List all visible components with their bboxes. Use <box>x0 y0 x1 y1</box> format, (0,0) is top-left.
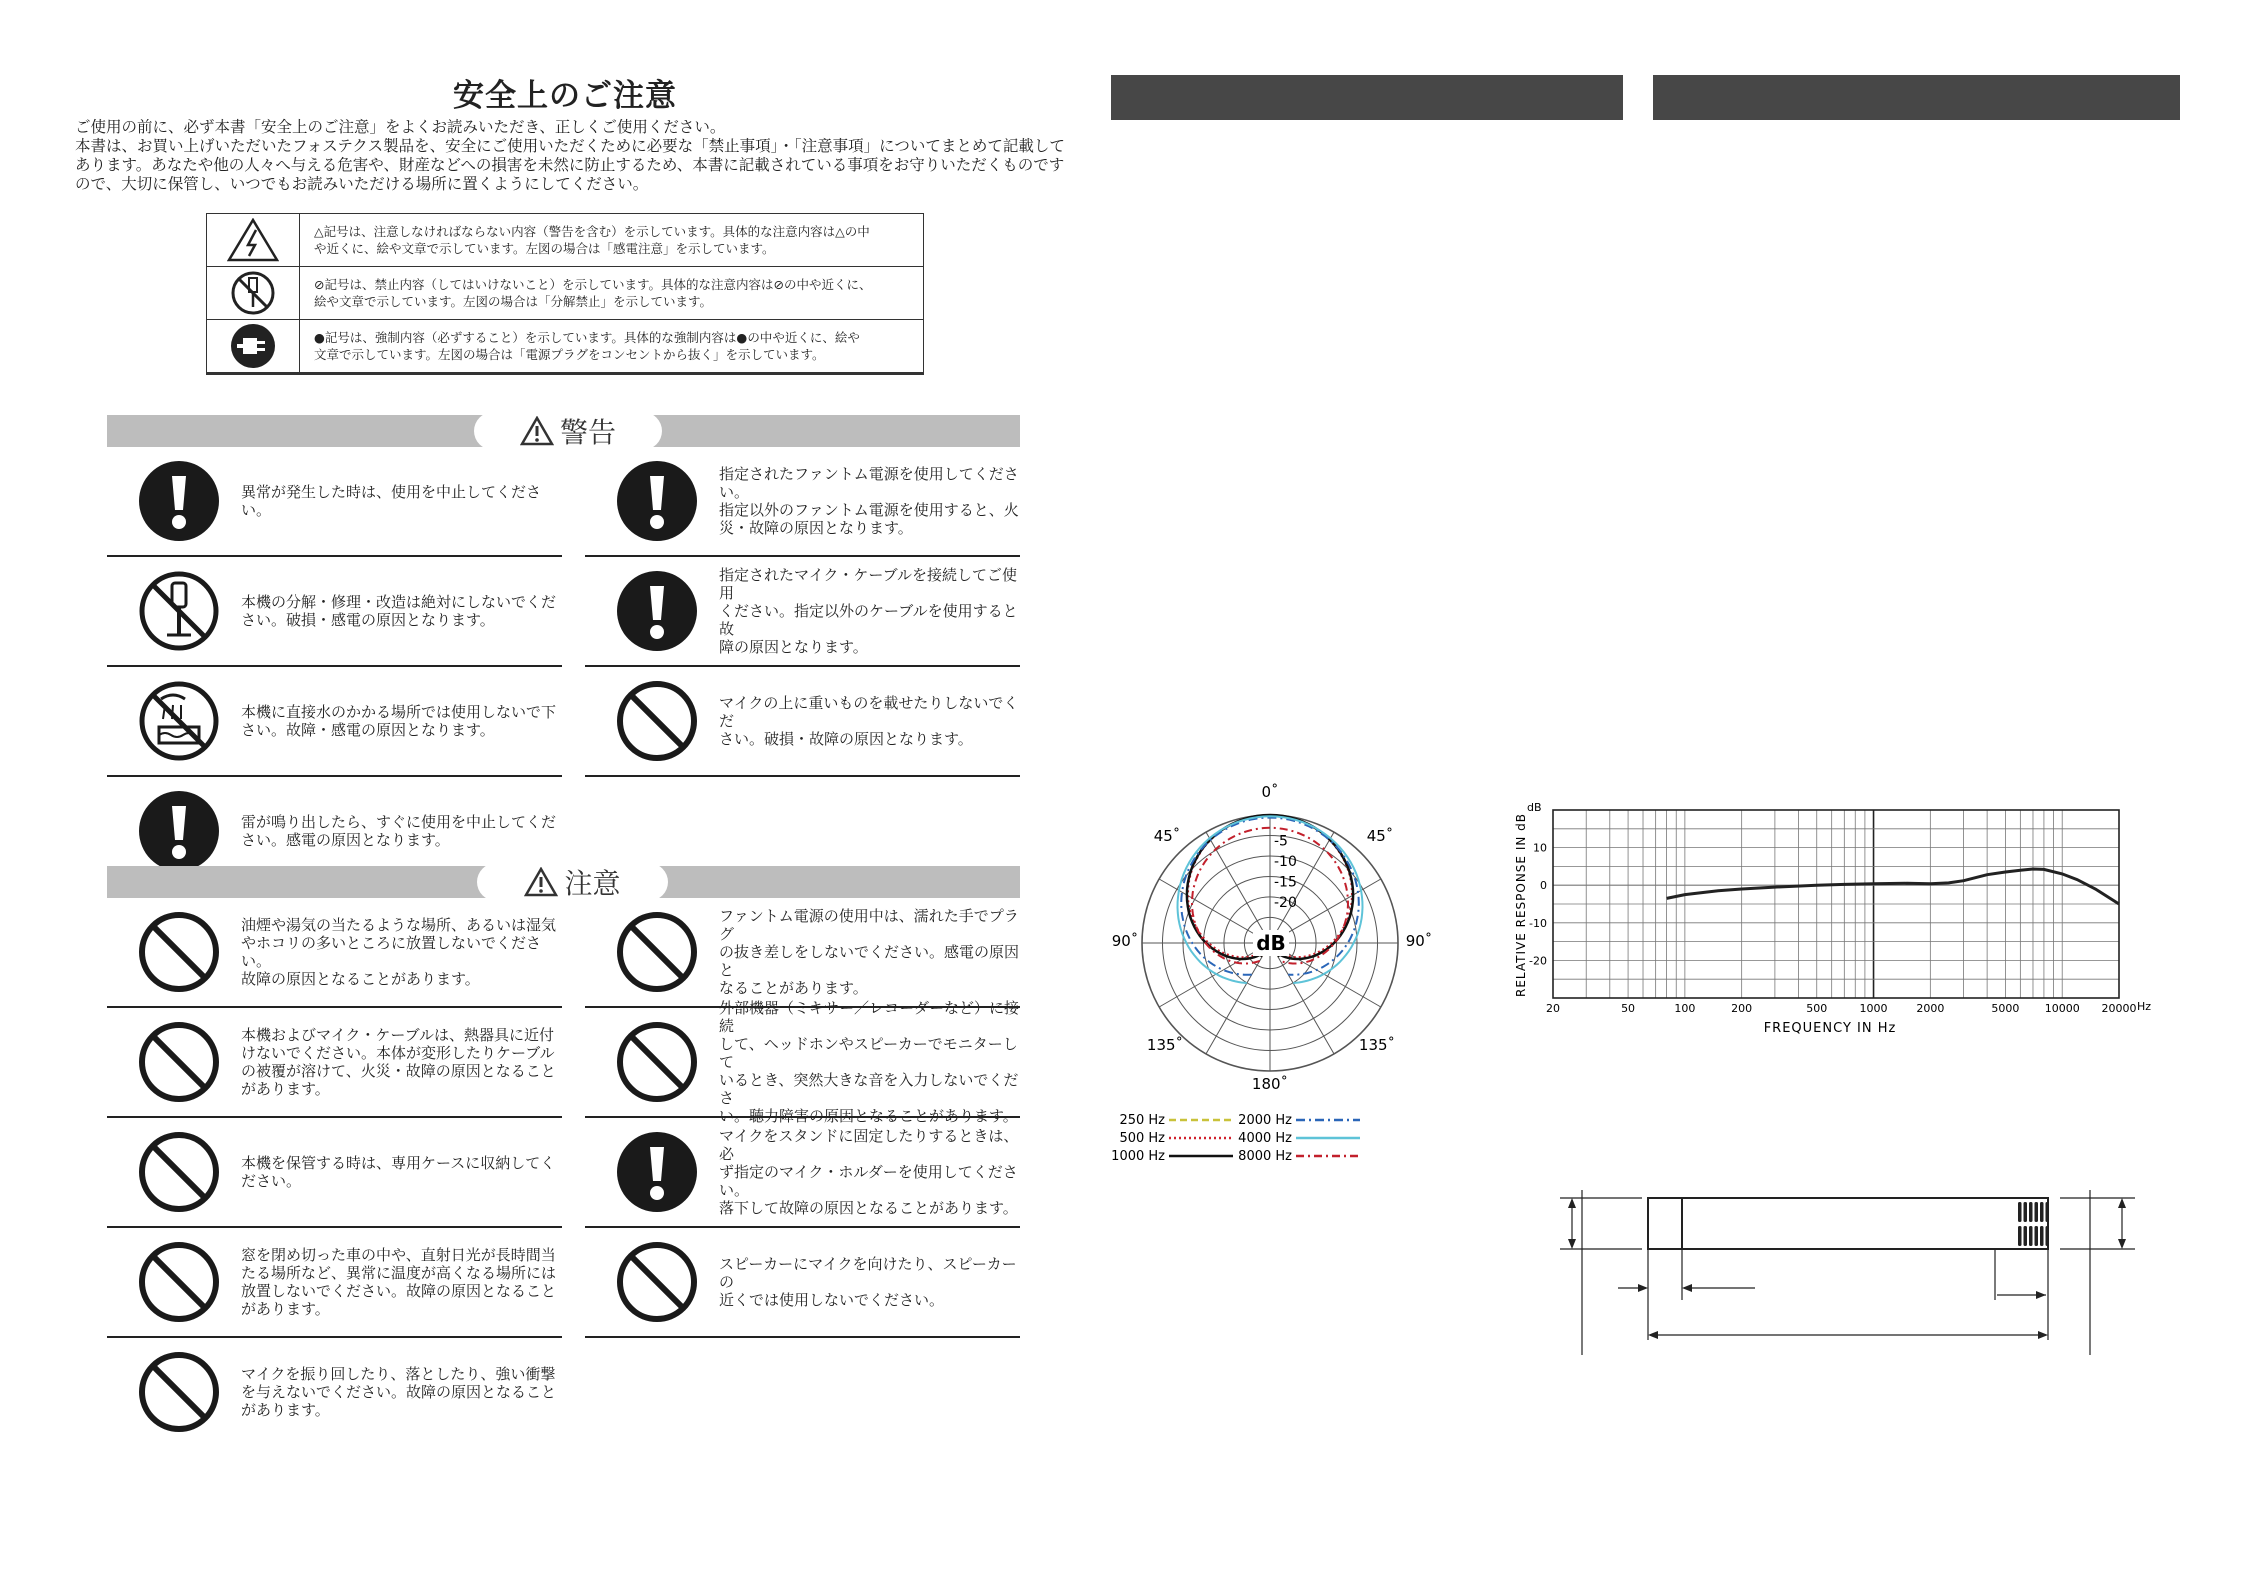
x-tick-label: 50 <box>1621 1002 1636 1015</box>
prohibited-icon <box>615 910 699 994</box>
intro-text <box>75 118 1065 194</box>
safety-item-line: 異常が発生した時は、使用を中止してください。 <box>241 483 542 519</box>
header-bar-left <box>1111 75 1623 120</box>
safety-item-text <box>241 703 562 739</box>
polar-center-label: dB <box>1256 931 1286 955</box>
polar-ring-label: -5 <box>1274 833 1288 850</box>
legend-text-line: ●記号は、強制内容（必ずすること）を示しています。具体的な強制内容は●の中や近くに、絵や <box>314 330 860 345</box>
prohibited-icon <box>137 910 221 994</box>
safety-item-line: いるとき、突然大きな音を入力しないでくださ <box>719 1071 1019 1107</box>
safety-item-line: ファントム電源の使用中は、濡れた手でプラグ <box>719 907 1019 943</box>
y-tick-label: 0 <box>1540 879 1547 893</box>
safety-item <box>107 898 562 1006</box>
page-title: 安全上のご注意 <box>453 78 677 114</box>
y-unit-label: dB <box>1527 801 1542 814</box>
caution-section-band <box>107 866 1020 898</box>
safety-item-line: 外部機器（ミキサー／レコーダーなど）に接続 <box>719 999 1020 1035</box>
safety-item-line: 災・故障の原因となります。 <box>719 519 913 537</box>
legend-text-line: ⊘記号は、禁止内容（してはいけないこと）を示しています。具体的な注意内容は⊘の中や近くに、 <box>314 277 872 292</box>
y-axis-title: RELATIVE RESPONSE IN dB <box>1514 812 1528 998</box>
safety-item-line: けないでください。本体が変形したりケーブル <box>241 1044 555 1062</box>
prohibited-icon <box>137 1240 221 1324</box>
safety-item-line: さい。破損・故障の原因となります。 <box>719 730 973 748</box>
electric-shock-warning-icon <box>207 214 300 266</box>
polar-legend-label: 500 Hz <box>1119 1131 1165 1146</box>
safety-item-line: を与えないでください。故障の原因となること <box>241 1383 557 1401</box>
legend-row-caution <box>207 214 923 267</box>
polar-legend-label: 1000 Hz <box>1111 1149 1165 1160</box>
angle-label-135-left: 135˚ <box>1146 1036 1184 1054</box>
angle-label-0: 0˚ <box>1261 783 1279 801</box>
safety-item-text <box>719 694 1020 748</box>
no-disassembly-icon <box>137 569 221 653</box>
no-disassembly-icon <box>207 267 300 319</box>
x-tick-label: 500 <box>1806 1002 1828 1015</box>
safety-item <box>585 447 1020 555</box>
safety-item <box>585 898 1020 1006</box>
x-axis-title: FREQUENCY IN Hz <box>1763 1021 1897 1036</box>
grille-slot <box>2029 1202 2033 1222</box>
mandatory-icon <box>615 569 699 653</box>
legend-text-line: 文章で示しています。左図の場合は「電源プラグをコンセントから抜く」を示しています。 <box>314 347 825 362</box>
safety-item <box>107 1338 562 1446</box>
safety-item-text <box>719 566 1020 656</box>
safety-item-line: の抜き差しをしないでください。感電の原因と <box>719 943 1020 979</box>
dimension-drawing <box>1550 1180 2150 1370</box>
unplug-icon <box>207 320 300 372</box>
safety-item-line: たる場所など、異常に温度が高くなる場所には <box>241 1264 557 1282</box>
safety-item-line: さい。故障・感電の原因となります。 <box>241 721 495 739</box>
safety-item-line: があります。 <box>241 1401 330 1419</box>
safety-item-line: やホコリの多いところに放置しないでください。 <box>241 934 542 970</box>
intro-line: ご使用の前に、必ず本書「安全上のご注意」をよくお読みいただき、正しくご使用ください。 <box>75 118 726 136</box>
warning-heading: 警告 <box>559 416 616 449</box>
prohibited-icon <box>137 1350 221 1434</box>
safety-item-text <box>719 1127 1020 1217</box>
safety-item <box>585 667 1020 775</box>
frequency-response-chart <box>1505 795 2155 1040</box>
safety-item <box>585 557 1020 665</box>
grille-slot <box>2035 1226 2039 1246</box>
mandatory-icon <box>137 789 221 873</box>
polar-legend-label: 2000 Hz <box>1238 1113 1292 1128</box>
mandatory-icon <box>137 459 221 543</box>
safety-item <box>107 1118 562 1226</box>
safety-item-line: 本機およびマイク・ケーブルは、熱器具に近付 <box>241 1026 555 1044</box>
safety-item-line: 近くでは使用しないでください。 <box>719 1291 945 1309</box>
safety-item-line: 指定以外のファントム電源を使用すると、火 <box>719 501 1019 519</box>
safety-item-line: 本機を保管する時は、専用ケースに収納してく <box>241 1154 556 1172</box>
grille-slot <box>2024 1226 2028 1246</box>
polar-ring-label: -10 <box>1274 853 1297 870</box>
warning-triangle-icon <box>524 867 558 897</box>
safety-item-line: 指定されたファントム電源を使用してください。 <box>719 465 1019 501</box>
symbol-legend-table <box>206 213 924 375</box>
intro-line: あります。あなたや他の人々へ与える危害や、財産などへの損害を未然に防止するため、本書に記載されている事項をお守りいただくものです <box>75 156 1065 174</box>
grille-slot <box>2018 1202 2022 1222</box>
safety-item-line: 落下して故障の原因となることがあります。 <box>719 1199 1018 1217</box>
safety-item-line: 窓を閉め切った車の中や、直射日光が長時間当 <box>241 1246 556 1264</box>
legend-text-line: △記号は、注意しなければならない内容（警告を含む）を示しています。具体的な注意内容は△の中 <box>314 224 870 239</box>
safety-item-text <box>241 1026 562 1098</box>
safety-item-line: ください。指定以外のケーブルを使用すると故 <box>719 602 1018 638</box>
polar-legend-label: 8000 Hz <box>1238 1149 1292 1160</box>
safety-item-text <box>719 907 1020 997</box>
safety-item-line: ず指定のマイク・ホルダーを使用してください。 <box>719 1163 1018 1199</box>
legend-text-line: 絵や文章で示しています。左図の場合は「分解禁止」を示しています。 <box>314 294 713 309</box>
prohibited-icon <box>615 1020 699 1104</box>
safety-item-line: マイクの上に重いものを載せたりしないでくだ <box>719 694 1019 730</box>
grille-slot <box>2035 1202 2039 1222</box>
polar-pattern-diagram <box>1105 775 1445 1160</box>
polar-ring-label: -20 <box>1274 894 1297 911</box>
warning-section-band <box>107 415 1020 447</box>
x-unit-label: Hz <box>2137 1000 2152 1013</box>
polar-legend-label: 4000 Hz <box>1238 1131 1292 1146</box>
y-tick-label: 10 <box>1533 841 1547 855</box>
safety-item <box>107 447 562 555</box>
safety-item-line: マイクをスタンドに固定したりするときは、必 <box>719 1127 1019 1163</box>
angle-label-45-left: 45˚ <box>1153 827 1181 845</box>
header-bar-right <box>1653 75 2180 120</box>
x-tick-label: 20000 <box>2101 1002 2137 1015</box>
safety-item <box>107 557 562 665</box>
safety-item-text <box>241 1154 562 1190</box>
x-tick-label: 20 <box>1546 1002 1560 1015</box>
safety-item-text <box>241 483 562 519</box>
safety-item-text <box>241 916 562 988</box>
safety-item-line: 雷が鳴り出したら、すぐに使用を中止してくだ <box>241 813 557 831</box>
caution-list-left <box>107 898 562 1446</box>
angle-label-135-right: 135˚ <box>1358 1036 1396 1054</box>
grille-slot <box>2029 1226 2033 1246</box>
safety-item-line: なることがあります。 <box>719 979 868 997</box>
x-tick-label: 5000 <box>1991 1002 2020 1015</box>
legend-row-prohibited <box>207 267 923 320</box>
x-tick-label: 200 <box>1731 1002 1753 1015</box>
safety-item <box>107 1008 562 1116</box>
angle-label-90-left: 90˚ <box>1111 932 1139 950</box>
safety-item-line: があります。 <box>241 1080 330 1098</box>
safety-item-text <box>241 593 562 629</box>
safety-item-line: して、ヘッドホンやスピーカーでモニターして <box>719 1035 1018 1071</box>
prohibited-icon <box>615 679 699 763</box>
x-tick-label: 100 <box>1674 1002 1696 1015</box>
safety-item <box>107 1228 562 1336</box>
angle-label-90-right: 90˚ <box>1405 932 1433 950</box>
polar-ring-label: -15 <box>1274 874 1297 891</box>
safety-item <box>585 999 1020 1125</box>
safety-item-line: 障の原因となります。 <box>719 638 868 656</box>
legend-text-line: や近くに、絵や文章で示しています。左図の場合は「感電注意」を示しています。 <box>314 241 775 256</box>
intro-line: ので、大切に保管し、いつでもお読みいただける場所に置くようにしてください。 <box>75 175 649 193</box>
prohibited-icon <box>137 1020 221 1104</box>
safety-item-line: の被覆が溶けて、火災・故障の原因となること <box>241 1062 556 1080</box>
y-tick-label: -10 <box>1529 916 1547 930</box>
x-tick-label: 10000 <box>2044 1002 2080 1015</box>
x-tick-label: 1000 <box>1859 1002 1888 1015</box>
prohibited-icon <box>615 1240 699 1324</box>
safety-item-text <box>241 1365 562 1419</box>
caution-heading: 注意 <box>564 867 621 900</box>
safety-item-line: マイクを振り回したり、落としたり、強い衝撃 <box>241 1365 556 1383</box>
divider <box>585 1336 1020 1338</box>
grille-slot <box>2046 1202 2050 1222</box>
grille-slot <box>2040 1226 2044 1246</box>
no-water-icon <box>137 679 221 763</box>
mandatory-icon <box>615 459 699 543</box>
grille-slot <box>2018 1226 2022 1246</box>
divider <box>585 775 1020 777</box>
safety-item-line: い。聴力障害の原因となることがあります。 <box>719 1107 1018 1125</box>
safety-item-text <box>719 465 1020 537</box>
grille-slot <box>2024 1202 2028 1222</box>
angle-label-45-right: 45˚ <box>1366 827 1394 845</box>
safety-item <box>107 667 562 775</box>
y-tick-label: -20 <box>1529 954 1547 968</box>
mandatory-icon <box>615 1130 699 1214</box>
safety-item-line: さい。破損・感電の原因となります。 <box>241 611 495 629</box>
warning-triangle-icon <box>520 416 554 446</box>
legend-row-mandatory <box>207 320 923 372</box>
safety-item-line: 本機の分解・修理・改造は絶対にしないでくだ <box>241 593 557 611</box>
polar-legend-label: 250 Hz <box>1119 1113 1165 1128</box>
safety-item <box>585 1118 1020 1226</box>
angle-label-180: 180˚ <box>1251 1075 1289 1093</box>
grille-slot <box>2046 1226 2050 1246</box>
safety-item <box>585 1228 1020 1336</box>
safety-item-line: 故障の原因となることがあります。 <box>241 970 480 988</box>
grille-slot <box>2040 1202 2044 1222</box>
safety-item-text <box>719 999 1020 1125</box>
safety-item-line: スピーカーにマイクを向けたり、スピーカーの <box>719 1255 1017 1291</box>
safety-item-line: があります。 <box>241 1300 330 1318</box>
mic-body <box>1648 1198 2048 1249</box>
warning-list-left <box>107 447 562 885</box>
safety-item-line: 油煙や湯気の当たるような場所、あるいは湿気 <box>241 916 557 934</box>
safety-item-text <box>241 813 562 849</box>
caution-list-right <box>585 898 1020 1338</box>
safety-item-line: 放置しないでください。故障の原因となること <box>241 1282 557 1300</box>
safety-item-text <box>719 1255 1020 1309</box>
safety-item-text <box>241 1246 562 1318</box>
safety-item-line: 指定されたマイク・ケーブルを接続してご使用 <box>719 566 1018 602</box>
safety-item-line: ださい。 <box>241 1172 302 1190</box>
intro-line: 本書は、お買い上げいただいたフォステクス製品を、安全にご使用いただくために必要な「禁止事項」・「注意事項」についてまとめて記載して <box>75 137 1065 155</box>
safety-item-line: 本機に直接水のかかる場所では使用しないで下 <box>241 703 557 721</box>
frequency-response-curve <box>1667 869 2119 904</box>
warning-list-right <box>585 447 1020 777</box>
safety-item-line: さい。感電の原因となります。 <box>241 831 450 849</box>
prohibited-icon <box>137 1130 221 1214</box>
x-tick-label: 2000 <box>1916 1002 1945 1015</box>
